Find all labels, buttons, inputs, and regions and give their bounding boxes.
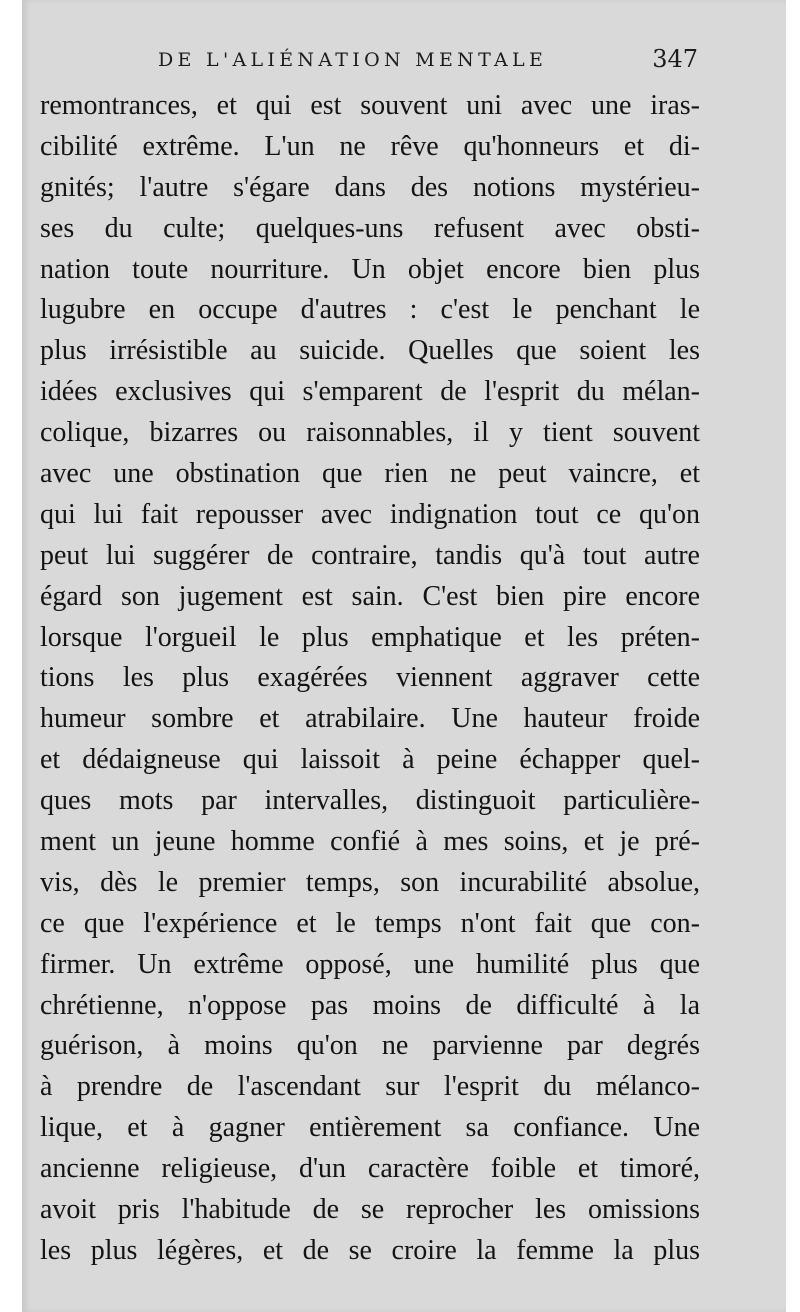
text-line: vis, dès le premier temps, son incurabilité absolue, [40, 866, 700, 898]
text-line: égard son jugement est sain. C'est bien pire encore [40, 580, 700, 612]
page-number: 347 [652, 45, 698, 73]
running-title: DE L'ALIÉNATION MENTALE [158, 49, 548, 71]
text-line: lique, et à gagner entièrement sa confiance. Une [40, 1112, 700, 1144]
text-line: lorsque l'orgueil le plus emphatique et les préten- [40, 621, 700, 653]
text-line: qui lui fait repousser avec indignation tout ce qu'on [40, 498, 700, 530]
text-line: cibilité extrême. L'un ne rêve qu'honneurs et di- [40, 130, 700, 162]
text-line: ancienne religieuse, d'un caractère foible et timoré, [40, 1153, 700, 1185]
text-line: les plus légères, et de se croire la femme la plus [40, 1234, 700, 1266]
text-line: ment un jeune homme confié à mes soins, et je pré- [40, 826, 700, 858]
text-line: peut lui suggérer de contraire, tandis qu'à tout autre [40, 539, 700, 571]
text-line: ses du culte; quelques-uns refusent avec obsti- [40, 212, 700, 244]
text-line: ques mots par intervalles, distinguoit particulière- [40, 785, 700, 817]
text-line: lugubre en occupe d'autres : c'est le penchant le [40, 294, 700, 326]
text-line: humeur sombre et atrabilaire. Une hauteur froide [40, 703, 700, 735]
text-line: remontrances, et qui est souvent uni avec une iras- [40, 90, 700, 121]
text-line: avoit pris l'habitude de se reprocher les omissions [40, 1194, 700, 1226]
text-line: avec une obstination que rien ne peut vaincre, et [40, 458, 700, 490]
page-header [158, 43, 698, 79]
text-line: idées exclusives qui s'emparent de l'esprit du mélan- [40, 376, 700, 408]
text-line: chrétienne, n'oppose pas moins de difficulté à la [40, 989, 700, 1021]
text-line: tions les plus exagérées viennent aggraver cette [40, 662, 700, 694]
text-line: ce que l'expérience et le temps n'ont fait que con- [40, 907, 700, 939]
text-line: à prendre de l'ascendant sur l'esprit du mélanco- [40, 1071, 700, 1103]
text-line: gnités; l'autre s'égare dans des notions mystérieu- [40, 171, 700, 203]
text-line: nation toute nourriture. Un objet encore bien plus [40, 253, 700, 285]
body-text [40, 86, 700, 1272]
text-line: guérison, à moins qu'on ne parvienne par degrés [40, 1030, 700, 1062]
text-line: plus irrésistible au suicide. Quelles que soient les [40, 335, 700, 367]
text-line: et dédaigneuse qui laissoit à peine échapper quel- [40, 744, 700, 776]
text-line: firmer. Un extrême opposé, une humilité plus que [40, 948, 700, 980]
text-line: colique, bizarres ou raisonnables, il y tient souvent [40, 417, 700, 449]
